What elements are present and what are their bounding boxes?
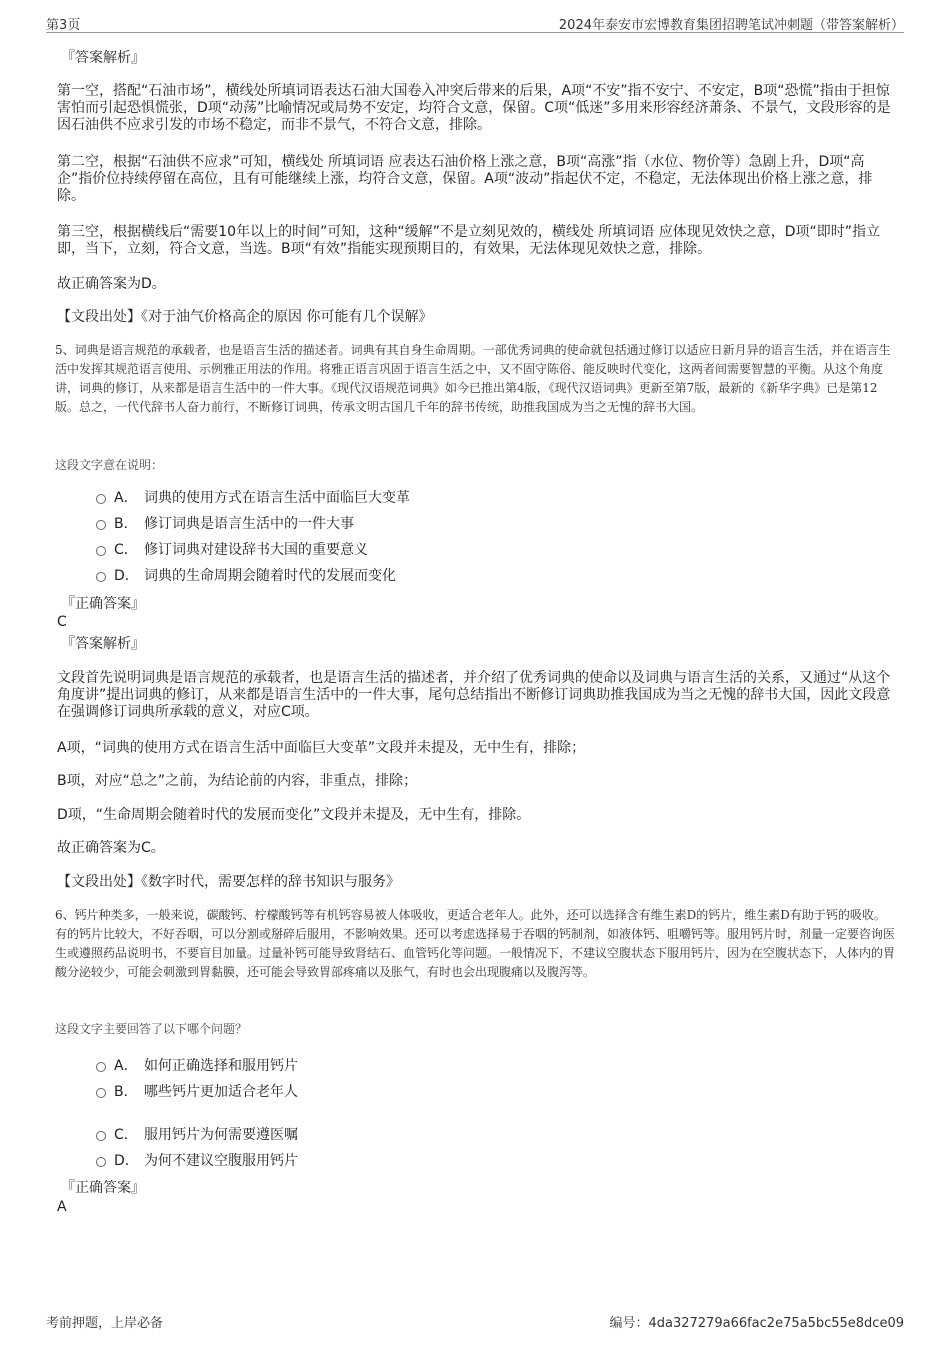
q4-analysis-label: 『答案解析』: [61, 50, 145, 66]
radio-icon[interactable]: [96, 1088, 106, 1098]
radio-icon[interactable]: [96, 546, 106, 556]
q5-conclusion: 故正确答案为C。: [57, 840, 165, 856]
q5-analysis-label: 『答案解析』: [61, 636, 145, 652]
q5-option-c[interactable]: C． 修订词典对建设辞书大国的重要意义: [96, 540, 368, 560]
q6-answer: A: [57, 1199, 67, 1215]
q4-analysis-p2: 第二空，根据“石油供不应求”可知，横线处 所填词语 应表达石油价格上涨之意，B项“高涨”指（水位、物价等）急剧上升，D项“高企”指价位持续停留在高位，且有可能继续上涨，均符合文意，保留。A项“波动”指起伏不定，不稳定，无法体现出价格上涨之意，排除。: [57, 154, 873, 204]
q6-option-a[interactable]: A． 如何正确选择和服用钙片: [96, 1056, 298, 1076]
q6-stem: 6、钙片种类多，一般来说，碳酸钙、柠檬酸钙等有机钙容易被人体吸收，更适合老年人。此外，还可以选择含有维生素D的钙片，维生素D有助于钙的吸收。有的钙片比较大，不好吞咽，可以分割或掰碎后服用，不影响效果。还可以考虑选择易于吞咽的钙制剂，如液体钙、咀嚼钙等。服用钙片时，剂量一定要咨询医生或遵照药品说明书，不要盲目加量。过量补钙可能导致肾结石、血管钙化等问题。一般情况下，不建议空腹状态下服用钙片，因为在空腹状态下，人体内的胃酸分泌较少，可能会刺激到胃黏膜，还可能会导致胃部疼痛以及胀气，有时也会出现腹痛以及腹泻等。: [55, 908, 896, 979]
footer-slogan: 考前押题，上岸必备: [46, 1316, 164, 1331]
document-title: 2024年泰安市宏博教育集团招聘笔试冲刺题（带答案解析）: [558, 18, 904, 33]
radio-icon[interactable]: [96, 520, 106, 530]
q4-analysis-p3: 第三空，根据横线后“需要10年以上的时间”可知，这种“缓解”不是立刻见效的，横线处 所填词语 应体现见效快之意，D项“即时”指立即，当下，立刻，符合文意，当选。B项“有效”指能实现预期目的，有效果，无法体现见效快之意，排除。: [57, 224, 881, 257]
q6-option-c[interactable]: C． 服用钙片为何需要遵医嘱: [96, 1125, 298, 1145]
q5-answer: C: [57, 614, 67, 630]
radio-icon[interactable]: [96, 1131, 106, 1141]
page-footer: [46, 1312, 904, 1334]
radio-icon[interactable]: [96, 1157, 106, 1167]
q4-analysis-p1: 第一空，搭配“石油市场”，横线处所填词语表达石油大国卷入冲突后带来的后果，A项“不安”指不安宁、不安定，B项“恐慌”指由于担惊害怕而引起恐惧慌张，D项“动荡”比喻情况或局势不安定，均符合文意，保留。C项“低迷”多用来形容经济萧条、不景气，文段形容的是因石油供不应求引发的市场不稳定，而非不景气，不符合文意，排除。: [57, 83, 891, 133]
q5-option-a[interactable]: A． 词典的使用方式在语言生活中面临巨大变革: [96, 488, 410, 508]
document-id: 编号：4da327279a66fac2e75a5bc55e8dce09: [609, 1316, 904, 1331]
radio-icon[interactable]: [96, 572, 106, 582]
q5-answer-label: 『正确答案』: [61, 596, 145, 612]
q5-analysis-p1: 文段首先说明词典是语言规范的承载者，也是语言生活的描述者，并介绍了优秀词典的使命以及词典与语言生活的关系，又通过“从这个角度讲”提出词典的修订，从来都是语言生活中的一件大事，尾句总结指出不断修订词典助推我国成为当之无愧的辞书大国，因此文段意在强调修订词典所承载的意义，对应C项。: [57, 670, 891, 720]
radio-icon[interactable]: [96, 1062, 106, 1072]
q5-stem: 5、词典是语言规范的承载者，也是语言生活的描述者。词典有其自身生命周期。一部优秀词典的使命就包括通过修订以适应日新月异的语言生活，并在语言生活中发挥其规范语言使用、示例雅正用法的作用。将雅正语言巩固于语言生活之中，又不固守陈俗、能反映时代变化，这两者间需要智慧的平衡。从这个角度讲，词典的修订，从来都是语言生活中的一件大事。《现代汉语规范词典》如今已推出第4版，《现代汉语词典》更新至第7版，最新的《新华字典》已是第12版。总之，一代代辞书人奋力前行，不断修订词典，传承文明古国几千年的辞书传统，助推我国成为当之无愧的辞书大国。: [55, 343, 891, 414]
q5-analysis-p3: B项，对应“总之”之前，为结论前的内容，非重点，排除；: [57, 773, 418, 789]
q5-analysis-p2: A项，“词典的使用方式在语言生活中面临巨大变革”文段并未提及，无中生有，排除；: [57, 740, 586, 756]
q6-question: 这段文字主要回答了以下哪个问题？: [55, 1022, 248, 1036]
page-number: 第3页: [46, 18, 81, 33]
q6-option-b[interactable]: B． 哪些钙片更加适合老年人: [96, 1082, 298, 1102]
radio-icon[interactable]: [96, 494, 106, 504]
q5-analysis-p4: D项，“生命周期会随着时代的发展而变化”文段并未提及，无中生有，排除。: [57, 807, 531, 823]
q6-answer-label: 『正确答案』: [61, 1180, 145, 1196]
q5-source: 【文段出处】《数字时代，需要怎样的辞书知识与服务》: [57, 874, 400, 890]
q5-option-d[interactable]: D． 词典的生命周期会随着时代的发展而变化: [96, 566, 396, 586]
q5-question: 这段文字意在说明：: [55, 458, 164, 472]
q6-option-d[interactable]: D． 为何不建议空腹服用钙片: [96, 1151, 298, 1171]
page-header: [46, 10, 904, 33]
q4-source: 【文段出处】《对于油气价格高企的原因 你可能有几个误解》: [57, 309, 433, 325]
q5-option-b[interactable]: B． 修订词典是语言生活中的一件大事: [96, 514, 354, 534]
q4-conclusion: 故正确答案为D。: [57, 276, 166, 292]
